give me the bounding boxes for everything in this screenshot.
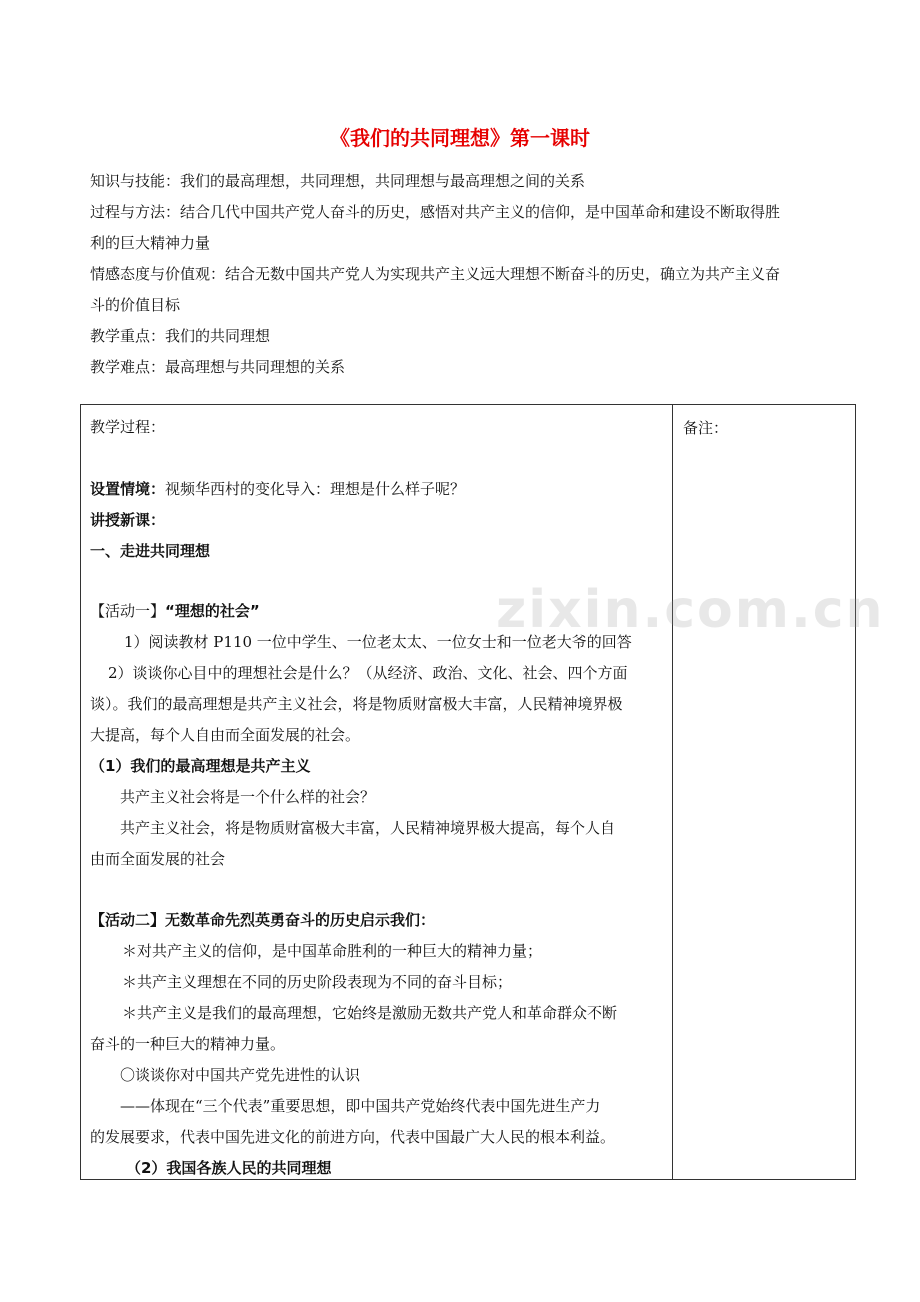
objective-knowledge: 知识与技能：我们的最高理想，共同理想，共同理想与最高理想之间的关系: [90, 172, 586, 190]
section-one-heading: 一、走进共同理想: [90, 542, 211, 560]
scenario-line: [90, 479, 664, 499]
discussion-prompt: 〇谈谈你对中国共产党先进性的认识: [120, 1066, 361, 1084]
activity-two-heading: 【活动二】无数革命先烈英勇奋斗的历史启示我们：: [90, 911, 436, 929]
highest-ideal-answer-line2: 由而全面发展的社会: [90, 850, 226, 868]
activity-one-bracket: 【活动一】: [90, 602, 166, 620]
activity-one-item1: 1）阅读教材 P110 一位中学生、一位老太太、一位女士和一位老大爷的回答: [124, 633, 632, 651]
activity-one-heading: [90, 601, 664, 621]
discussion-answer-line2: 的发展要求，代表中国先进文化的前进方向，代表中国最广大人民的根本利益。: [90, 1128, 616, 1146]
objective-process-line2: 利的巨大精神力量: [90, 234, 211, 252]
scenario-text: 视频华西村的变化导入：理想是什么样子呢？: [165, 480, 466, 498]
subheading-common-ideal: （2）我国各族人民的共同理想: [126, 1159, 332, 1177]
objective-process-line1: 过程与方法：结合几代中国共产党人奋斗的历史，感悟对共产主义的信仰，是中国革命和建设不断取得胜: [90, 203, 781, 221]
discussion-answer-line1: ——体现在“三个代表”重要思想，即中国共产党始终代表中国先进生产力: [120, 1097, 601, 1115]
highest-ideal-answer-line1: 共产主义社会，将是物质财富极大丰富，人民精神境界极大提高，每个人自: [120, 819, 616, 837]
key-point: 教学重点：我们的共同理想: [90, 327, 271, 345]
watermark: zixin.com.cn: [496, 580, 885, 640]
difficulty-point: 教学难点：最高理想与共同理想的关系: [90, 358, 346, 376]
new-lesson-label: 讲授新课：: [90, 511, 166, 529]
notes-column: [673, 405, 855, 1179]
subheading-highest-ideal: （1）我们的最高理想是共产主义: [90, 757, 311, 775]
activity-one-item2-line2: 谈）。我们的最高理想是共产主义社会，将是物质财富极大丰富，人民精神境界极: [90, 695, 623, 713]
notes-label: 备注：: [683, 419, 729, 437]
activity-two-item2: ＊共产主义理想在不同的历史阶段表现为不同的奋斗目标；: [122, 973, 513, 991]
page-title: 《我们的共同理想》第一课时: [330, 126, 590, 150]
lesson-objectives: [90, 166, 860, 383]
objective-attitude-line1: 情感态度与价值观：结合无数中国共产党人为实现共产主义远大理想不断奋斗的历史，确立为共产主义奋: [90, 265, 781, 283]
scenario-label: 设置情境：: [90, 480, 166, 498]
activity-one-item2-line1: 2）谈谈你心目中的理想社会是什么？（从经济、政治、文化、社会、四个方面: [108, 664, 628, 682]
activity-two-item3-line1: ＊共产主义是我们的最高理想，它始终是激励无数共产党人和革命群众不断: [122, 1004, 618, 1022]
process-column: [81, 405, 673, 1179]
objective-attitude-line2: 斗的价值目标: [90, 296, 181, 314]
process-label: 教学过程：: [90, 418, 166, 436]
activity-one-title: “理想的社会”: [165, 602, 260, 620]
highest-ideal-question: 共产主义社会将是一个什么样的社会？: [120, 788, 376, 806]
activity-one-item2-line3: 大提高，每个人自由而全面发展的社会。: [90, 726, 361, 744]
activity-two-item1: ＊对共产主义的信仰，是中国革命胜利的一种巨大的精神力量；: [122, 942, 543, 960]
activity-two-item3-line2: 奋斗的一种巨大的精神力量。: [90, 1035, 286, 1053]
lesson-table: [80, 404, 856, 1180]
